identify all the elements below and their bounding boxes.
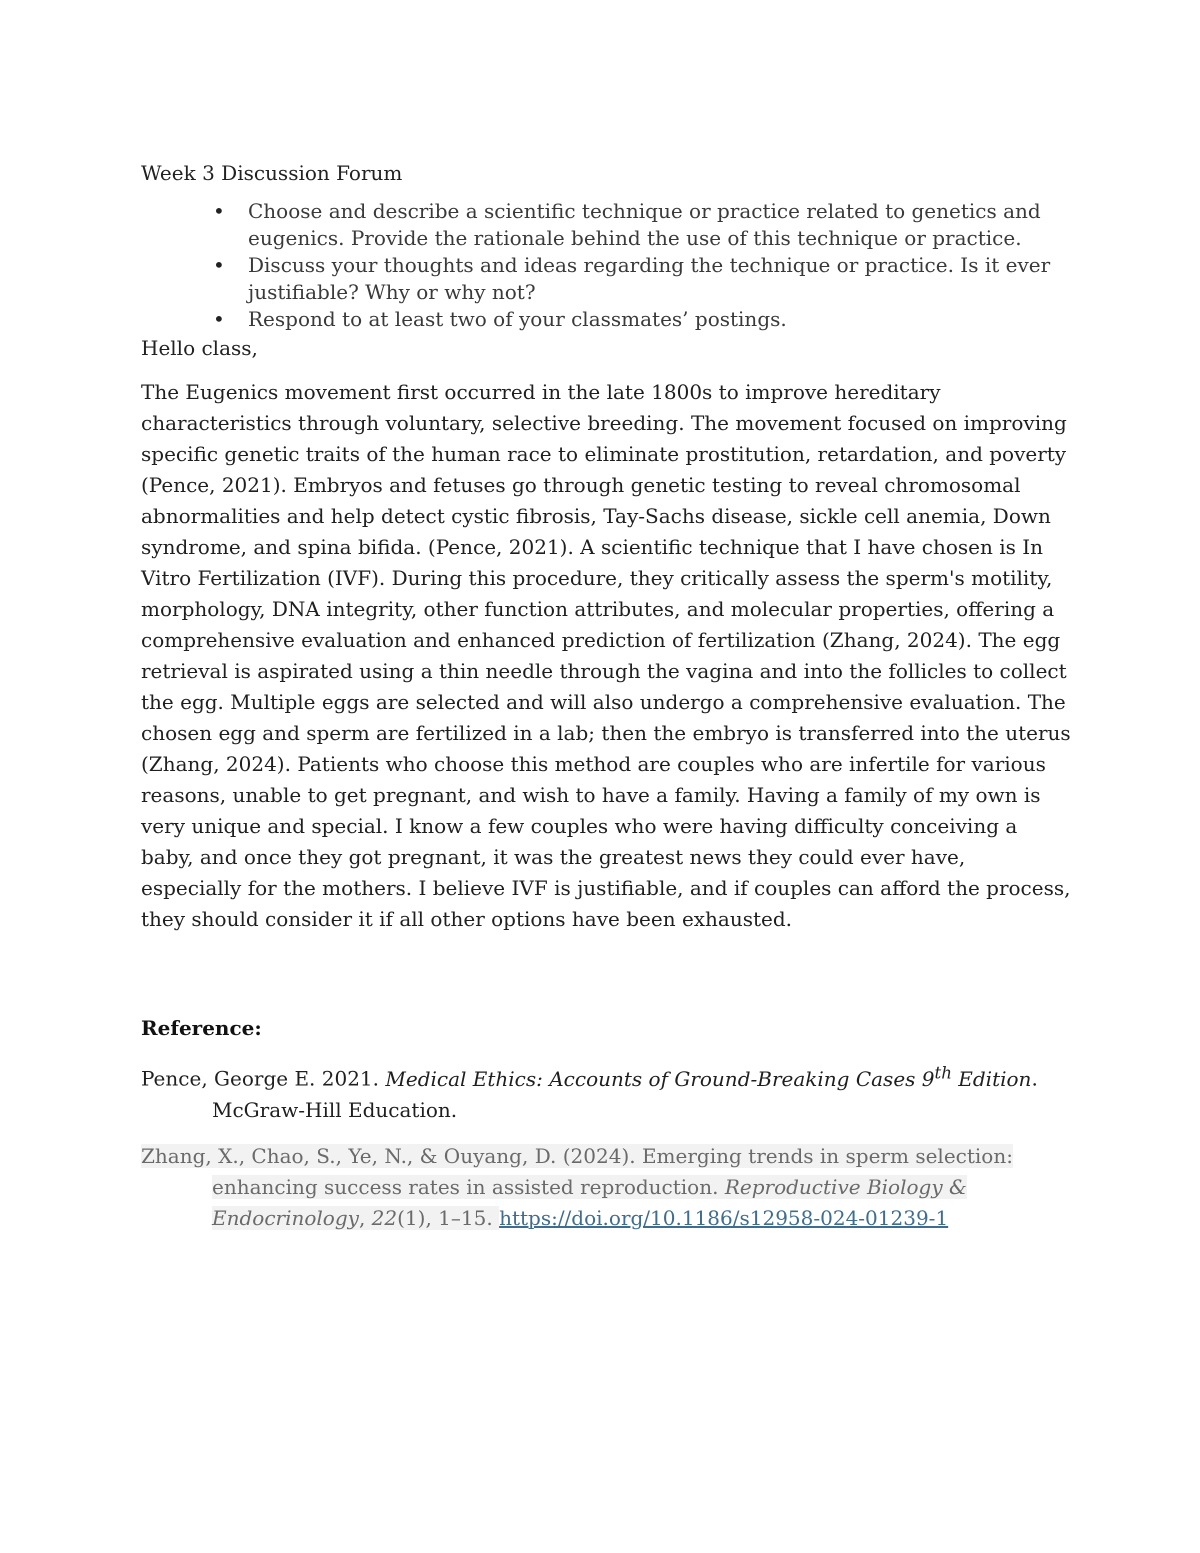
prompt-text: Discuss your thoughts and ideas regarding the technique or practice. Is it ever justifiable? Why or why not? [248,253,1051,304]
reference-entry-zhang [141,1141,1071,1234]
reference-heading: Reference: [141,1016,262,1040]
doi-link[interactable]: https://doi.org/10.1186/s12958-024-01239-1 [499,1205,949,1230]
list-item [213,198,1071,252]
reference-book-title-tail: Edition [951,1066,1032,1091]
prompt-text: Respond to at least two of your classmates’ postings. [248,307,787,331]
document-page [141,158,1071,1249]
bullet-icon: • [213,307,225,331]
reference-edition-superscript: th [934,1063,952,1082]
prompt-list [141,198,1071,333]
reference-authors-title: Zhang, X., Chao, S., Ye, N., & Ouyang, D. (2024). Emerging trends in sperm selection: enhancing success rates in assisted reproduction. [141,1143,1013,1199]
list-item [213,252,1071,306]
reference-author-year: Pence, George E. 2021. [141,1066,386,1091]
reference-separator: , [358,1205,372,1230]
page-title: Week 3 Discussion Forum [141,161,403,185]
reference-issue-pages: (1), 1–15. [397,1205,500,1230]
reference-journal: Reproductive Biology & Endocrinology [212,1174,967,1230]
reference-publisher: . McGraw-Hill Education. [212,1066,1038,1122]
list-item [213,306,1071,333]
body-paragraph: The Eugenics movement first occurred in the late 1800s to improve hereditary characteristics through voluntary, selective breeding. The movement focused on improving specific genetic traits of the human race to eliminate prostitution, retardation, and poverty (Pence, 2021). Embryos and fetuses go through genetic testing to reveal chromosomal abnormalities and help detect cystic fibrosis, Tay-Sachs disease, sickle cell anemia, Down syndrome, and spina bifida. (Pence, 2021). A scientific technique that I have chosen is In Vitro Fertilization (IVF). During this procedure, they critically assess the sperm's motility, morphology, DNA integrity, other function attributes, and molecular properties, offering a comprehensive evaluation and enhanced prediction of fertilization (Zhang, 2024). The egg retrieval is aspirated using a thin needle through the vagina and into the follicles to collect the egg. Multiple eggs are selected and will also undergo a comprehensive evaluation. The chosen egg and sperm are fertilized in a lab; then the embryo is transferred into the uterus (Zhang, 2024). Patients who choose this method are couples who are infertile for various reasons, unable to get pregnant, and wish to have a family. Having a family of my own is very unique and special. I know a few couples who were having difficulty conceiving a baby, and once they got pregnant, it was the greatest news they could ever have, especially for the mothers. I believe IVF is justifiable, and if couples can afford the process, they should consider it if all other options have been exhausted. [141,380,1071,931]
greeting: Hello class, [141,336,258,360]
reference-book-title: Medical Ethics: Accounts of Ground-Breaking Cases 9 [385,1066,935,1091]
bullet-icon: • [213,199,225,223]
prompt-text: Choose and describe a scientific technique or practice related to genetics and eugenics. Provide the rationale behind the use of this technique or practice. [248,199,1041,250]
reference-volume: 22 [371,1205,398,1230]
reference-entry-pence [141,1057,1071,1126]
bullet-icon: • [213,253,225,277]
